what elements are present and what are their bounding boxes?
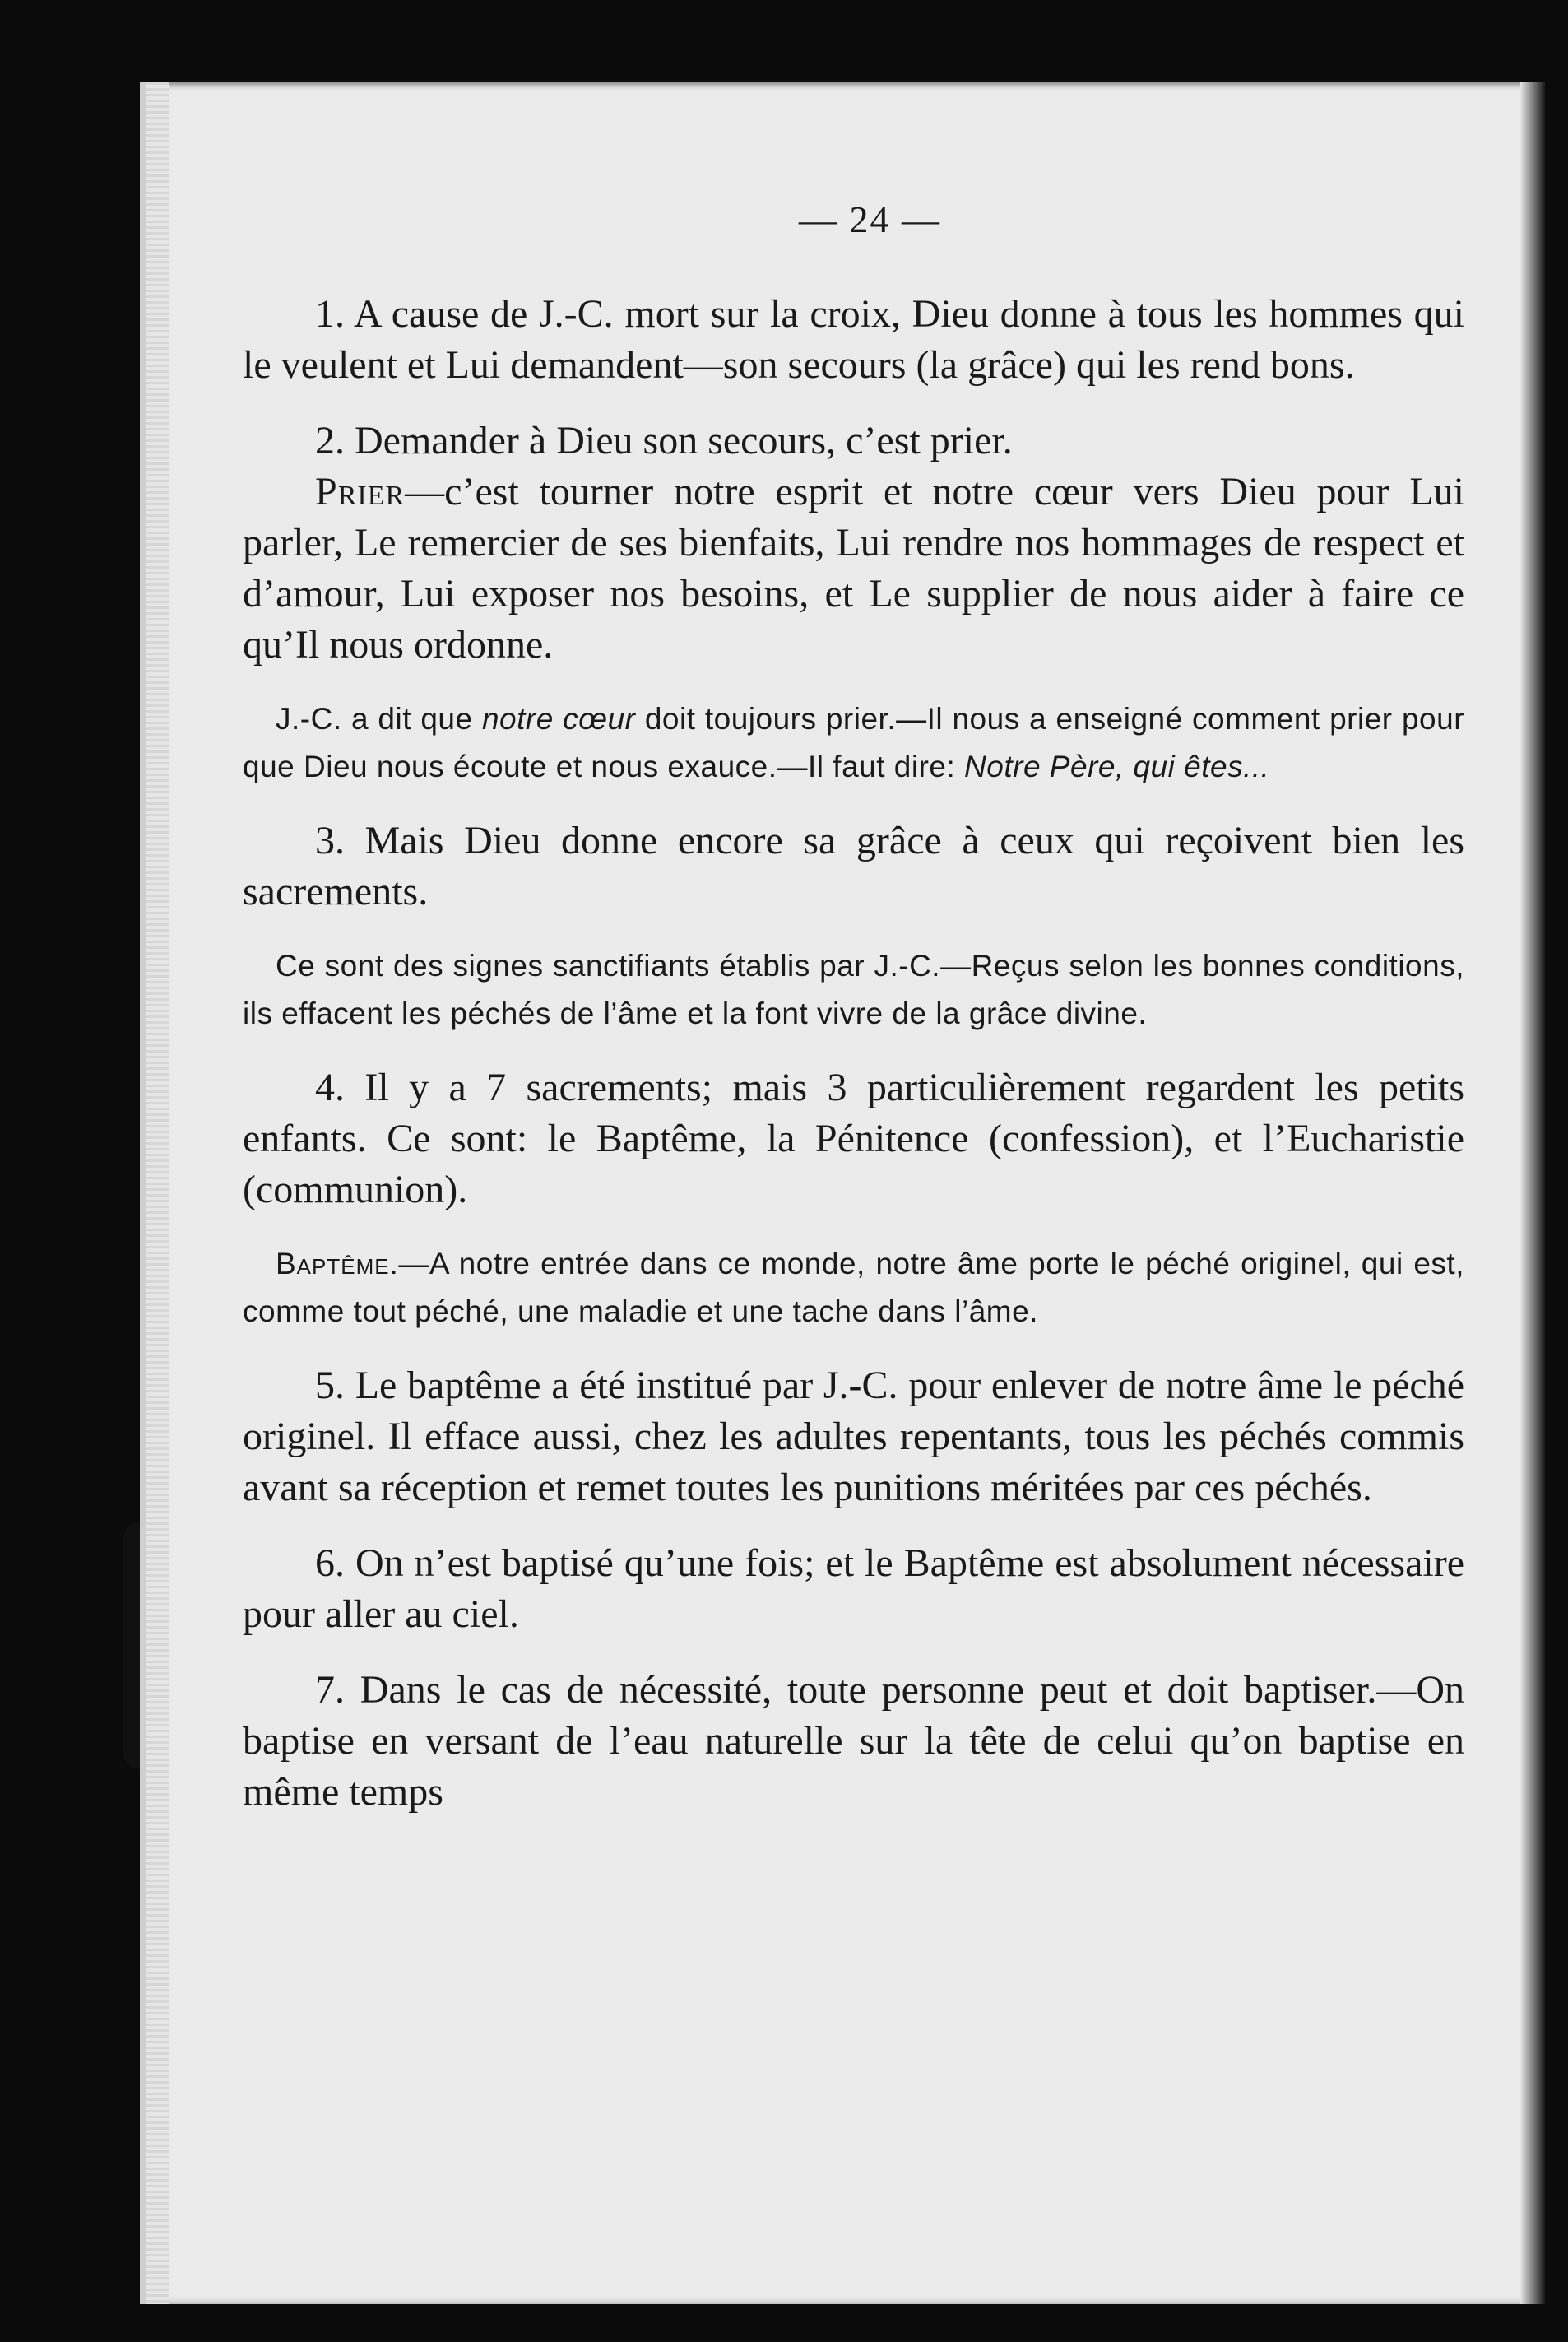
page-content (243, 197, 1464, 1818)
note-bapteme (243, 1240, 1464, 1336)
paragraph-7 (243, 1665, 1464, 1818)
paragraph-3 (243, 816, 1464, 918)
note-priere (243, 695, 1464, 791)
paragraph-6 (243, 1538, 1464, 1640)
lead-term: Prier (315, 470, 406, 513)
paragraph-text: Le baptême a été institué par J.-C. pour enlever de notre âme le péché originel. Il efface aussi, chez les adultes repentants, tous les péchés commis avant sa réception et remet toutes les punitions méritées par ces péchés. (243, 1364, 1465, 1509)
note-text: Ce sont des signes sanctifiants établis par J.-C.—Reçus selon les bonnes conditions, ils effacent les péchés de l’âme et la font vivre de la grâce divine. (243, 949, 1464, 1030)
note-italic: notre cœur (481, 702, 636, 736)
paragraph-number: 5. (315, 1364, 345, 1407)
lead-term: Baptême (276, 1247, 390, 1280)
paragraph-text: On n’est baptisé qu’une fois; et le Baptême est absolument nécessaire pour aller au ciel. (243, 1541, 1465, 1636)
note-italic: Notre Père, qui êtes... (964, 750, 1270, 783)
paragraph-number: 1. (315, 292, 345, 336)
note-sacrements (243, 942, 1464, 1038)
paragraph-number: 2. (315, 419, 345, 462)
paragraph-text: Demander à Dieu son secours, c’est prier. (355, 419, 1013, 462)
paragraph-4 (243, 1062, 1464, 1215)
paragraph-number: 7. (315, 1668, 345, 1712)
note-text: doit toujours prier.—Il nous a enseigné comment prier pour que Dieu nous écoute et nous exauce.—Il faut dire: (243, 702, 1465, 783)
note-text: .—A notre entrée dans ce monde, notre âme porte le péché originel, qui est, comme tout péché, une maladie et une tache dans l’âme. (243, 1247, 1464, 1328)
page-number: — 24 — (799, 198, 941, 240)
paragraph-number: 4. (315, 1066, 345, 1109)
note-text: J.-C. a dit que (276, 702, 482, 736)
paragraph-2 (243, 416, 1464, 467)
paragraph-text: Mais Dieu donne encore sa grâce à ceux qui reçoivent bien les sacrements. (243, 819, 1465, 913)
paragraph-5 (243, 1360, 1464, 1513)
paragraph-number: 6. (315, 1541, 345, 1585)
paragraph-text: Il y a 7 sacrements; mais 3 particulièrement regardent les petits enfants. Ce sont: le Baptême, la Pénitence (confession), et l’Eucharistie (communion). (243, 1066, 1465, 1211)
paragraph-text: A cause de J.-C. mort sur la croix, Dieu donne à tous les hommes qui le veulent et Lui demandent—son secours (la grâce) qui les rend bons. (243, 292, 1465, 387)
paragraph-text: —c’est tourner notre esprit et notre cœur vers Dieu pour Lui parler, Le remercier de ses bienfaits, Lui rendre nos hommages de respect et d’amour, Lui exposer nos besoins, et Le supplier de nous aider à faire ce qu’Il nous ordonne. (243, 470, 1464, 667)
paragraph-1 (243, 289, 1464, 391)
paragraph-number: 3. (315, 819, 345, 862)
paragraph-text: Dans le cas de nécessité, toute personne peut et doit baptiser.—On baptise en versant de l’eau naturelle sur la tête de celui qu’on baptise en même temps (243, 1668, 1465, 1814)
paragraph-prier (243, 467, 1464, 671)
